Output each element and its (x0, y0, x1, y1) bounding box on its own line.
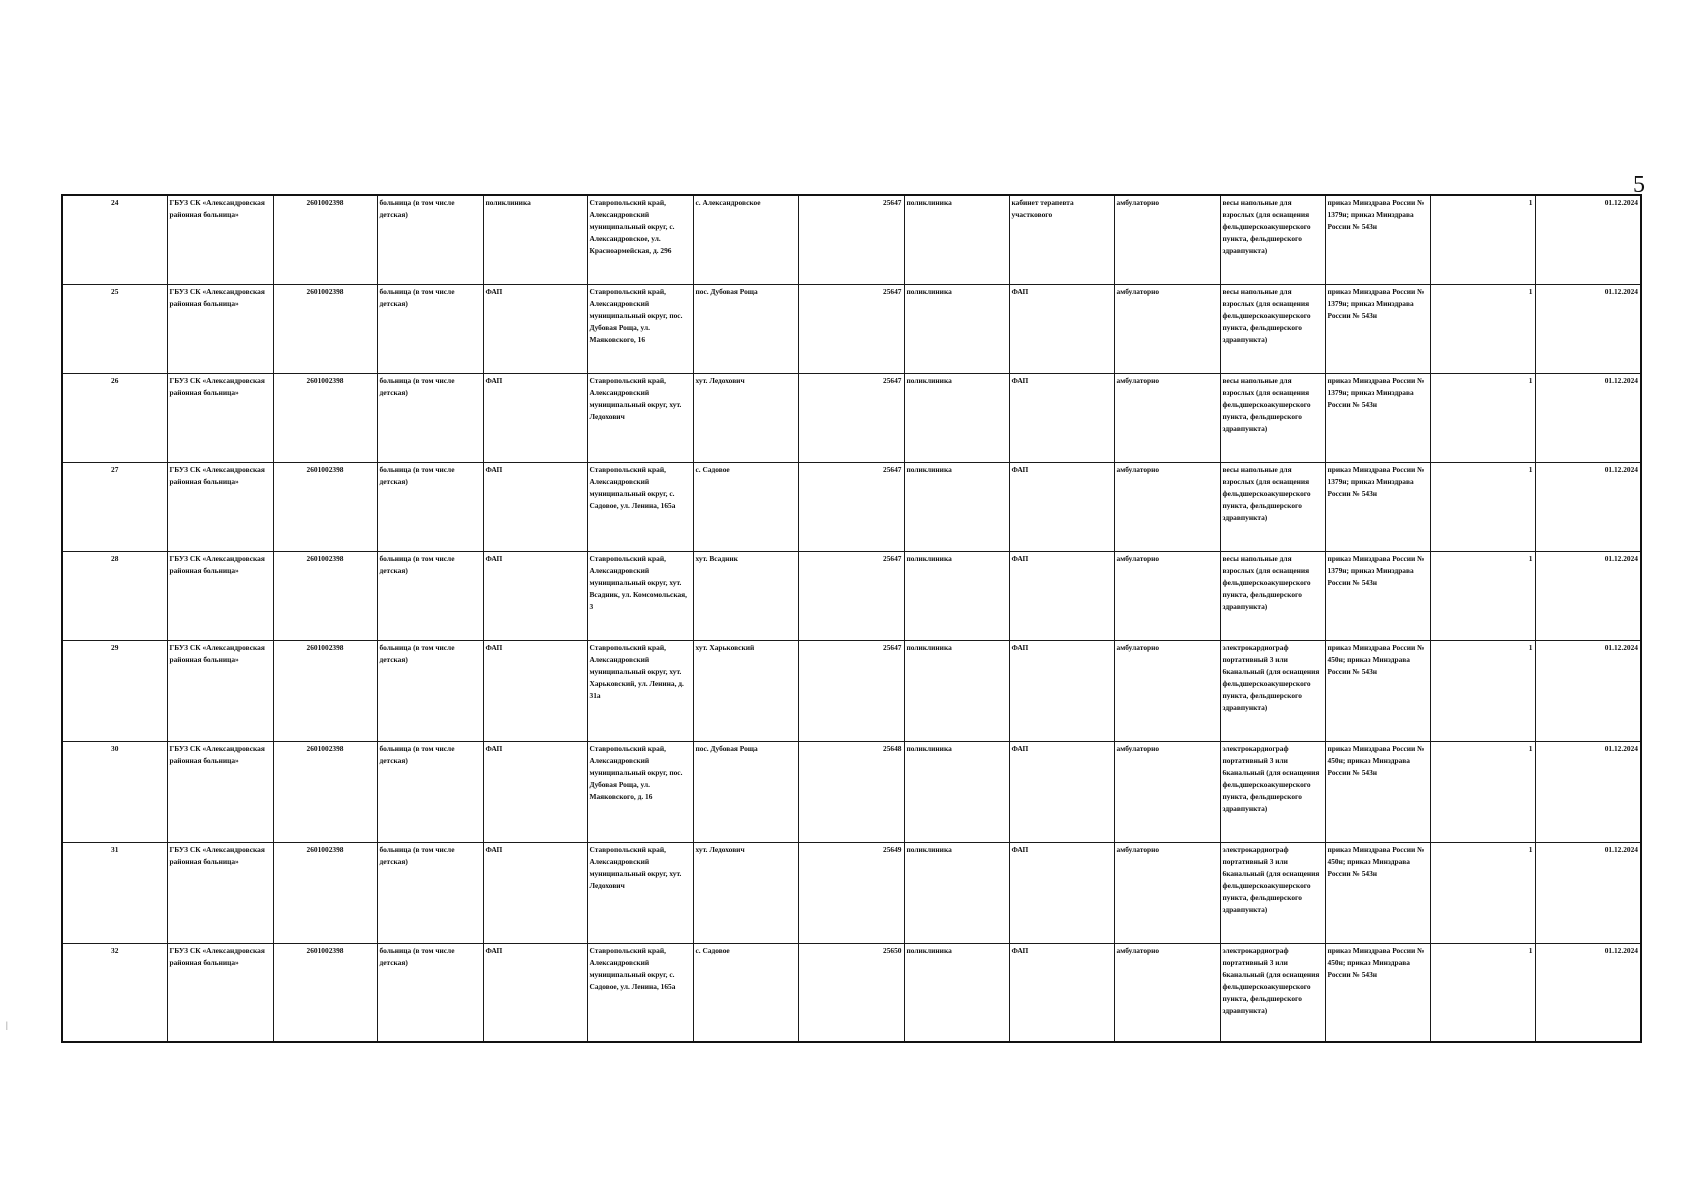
department-cell: поликлиника (904, 195, 1009, 284)
inn-code-cell: 2601002398 (273, 195, 377, 284)
row-number-cell: 32 (62, 943, 167, 1042)
department-cell: поликлиника (904, 373, 1009, 462)
postal-code-cell: 25647 (798, 284, 904, 373)
room-cell: ФАП (1009, 551, 1114, 640)
care-mode-cell: амбулаторно (1114, 551, 1220, 640)
room-cell: ФАП (1009, 741, 1114, 842)
facility-type-cell: больница (в том числе детская) (377, 551, 483, 640)
unit-type-cell: ФАП (483, 462, 587, 551)
order-reference-cell: приказ Минздрава России № 450н; приказ Минздрава России № 543н (1325, 741, 1430, 842)
organization-name-cell: ГБУЗ СК «Александровская районная больница» (167, 284, 273, 373)
order-reference-cell: приказ Минздрава России № 1379н; приказ Минздрава России № 543н (1325, 195, 1430, 284)
row-number-cell: 24 (62, 195, 167, 284)
address-cell: Ставропольский край, Александровский муниципальный округ, пос. Дубовая Роща, ул. Маяковского, 16 (587, 284, 693, 373)
postal-code-cell: 25650 (798, 943, 904, 1042)
facility-type-cell: больница (в том числе детская) (377, 842, 483, 943)
equipment-cell: весы напольные для взрослых (для оснащения фельдшерскоакушерского пункта, фельдшерского здравпункта) (1220, 195, 1325, 284)
table-row (62, 842, 1641, 943)
inn-code-cell: 2601002398 (273, 741, 377, 842)
row-number-cell: 27 (62, 462, 167, 551)
facility-type-cell: больница (в том числе детская) (377, 462, 483, 551)
equipment-cell: электрокардиограф портативный 3 или 6канальный (для оснащения фельдшерскоакушерского пункта, фельдшерского здравпункта) (1220, 640, 1325, 741)
unit-type-cell: ФАП (483, 842, 587, 943)
date-cell: 01.12.2024 (1535, 373, 1641, 462)
room-cell: ФАП (1009, 640, 1114, 741)
department-cell: поликлиника (904, 943, 1009, 1042)
table-row (62, 943, 1641, 1042)
facility-type-cell: больница (в том числе детская) (377, 943, 483, 1042)
organization-name-cell: ГБУЗ СК «Александровская районная больница» (167, 551, 273, 640)
department-cell: поликлиника (904, 462, 1009, 551)
unit-type-cell: ФАП (483, 284, 587, 373)
order-reference-cell: приказ Минздрава России № 1379н; приказ Минздрава России № 543н (1325, 462, 1430, 551)
equipment-cell: весы напольные для взрослых (для оснащения фельдшерскоакушерского пункта, фельдшерского здравпункта) (1220, 462, 1325, 551)
equipment-cell: электрокардиограф портативный 3 или 6канальный (для оснащения фельдшерскоакушерского пункта, фельдшерского здравпункта) (1220, 943, 1325, 1042)
scan-mark: | (6, 1020, 8, 1030)
care-mode-cell: амбулаторно (1114, 640, 1220, 741)
date-cell: 01.12.2024 (1535, 195, 1641, 284)
locality-cell: хут. Ледохович (693, 842, 798, 943)
locality-cell: с. Садовое (693, 462, 798, 551)
row-number-cell: 29 (62, 640, 167, 741)
order-reference-cell: приказ Минздрава России № 1379н; приказ Минздрава России № 543н (1325, 284, 1430, 373)
quantity-cell: 1 (1430, 741, 1535, 842)
locality-cell: хут. Всадник (693, 551, 798, 640)
address-cell: Ставропольский край, Александровский муниципальный округ, с. Садовое, ул. Ленина, 165а (587, 462, 693, 551)
order-reference-cell: приказ Минздрава России № 450н; приказ Минздрава России № 543н (1325, 842, 1430, 943)
postal-code-cell: 25647 (798, 195, 904, 284)
facility-type-cell: больница (в том числе детская) (377, 284, 483, 373)
equipment-table (61, 194, 1642, 1043)
care-mode-cell: амбулаторно (1114, 462, 1220, 551)
address-cell: Ставропольский край, Александровский муниципальный округ, хут. Харьковский, ул. Ленина, д. 31а (587, 640, 693, 741)
address-cell: Ставропольский край, Александровский муниципальный округ, хут. Ледохович (587, 842, 693, 943)
order-reference-cell: приказ Минздрава России № 1379н; приказ Минздрава России № 543н (1325, 373, 1430, 462)
unit-type-cell: ФАП (483, 640, 587, 741)
locality-cell: хут. Ледохович (693, 373, 798, 462)
locality-cell: пос. Дубовая Роща (693, 284, 798, 373)
locality-cell: пос. Дубовая Роща (693, 741, 798, 842)
date-cell: 01.12.2024 (1535, 640, 1641, 741)
care-mode-cell: амбулаторно (1114, 373, 1220, 462)
equipment-cell: весы напольные для взрослых (для оснащения фельдшерскоакушерского пункта, фельдшерского здравпункта) (1220, 373, 1325, 462)
department-cell: поликлиника (904, 842, 1009, 943)
unit-type-cell: ФАП (483, 551, 587, 640)
unit-type-cell: ФАП (483, 373, 587, 462)
inn-code-cell: 2601002398 (273, 462, 377, 551)
unit-type-cell: ФАП (483, 943, 587, 1042)
department-cell: поликлиника (904, 741, 1009, 842)
room-cell: ФАП (1009, 373, 1114, 462)
address-cell: Ставропольский край, Александровский муниципальный округ, с. Александровское, ул. Красноармейская, д. 296 (587, 195, 693, 284)
organization-name-cell: ГБУЗ СК «Александровская районная больница» (167, 462, 273, 551)
inn-code-cell: 2601002398 (273, 373, 377, 462)
table-row (62, 640, 1641, 741)
row-number-cell: 25 (62, 284, 167, 373)
quantity-cell: 1 (1430, 373, 1535, 462)
postal-code-cell: 25648 (798, 741, 904, 842)
table-row (62, 373, 1641, 462)
locality-cell: хут. Харьковский (693, 640, 798, 741)
care-mode-cell: амбулаторно (1114, 943, 1220, 1042)
inn-code-cell: 2601002398 (273, 842, 377, 943)
quantity-cell: 1 (1430, 284, 1535, 373)
table-row (62, 462, 1641, 551)
row-number-cell: 26 (62, 373, 167, 462)
table-row (62, 284, 1641, 373)
unit-type-cell: ФАП (483, 741, 587, 842)
organization-name-cell: ГБУЗ СК «Александровская районная больница» (167, 195, 273, 284)
row-number-cell: 28 (62, 551, 167, 640)
care-mode-cell: амбулаторно (1114, 195, 1220, 284)
row-number-cell: 31 (62, 842, 167, 943)
department-cell: поликлиника (904, 640, 1009, 741)
equipment-cell: электрокардиограф портативный 3 или 6канальный (для оснащения фельдшерскоакушерского пункта, фельдшерского здравпункта) (1220, 741, 1325, 842)
room-cell: ФАП (1009, 462, 1114, 551)
care-mode-cell: амбулаторно (1114, 284, 1220, 373)
equipment-cell: весы напольные для взрослых (для оснащения фельдшерскоакушерского пункта, фельдшерского здравпункта) (1220, 551, 1325, 640)
inn-code-cell: 2601002398 (273, 640, 377, 741)
room-cell: ФАП (1009, 842, 1114, 943)
date-cell: 01.12.2024 (1535, 551, 1641, 640)
organization-name-cell: ГБУЗ СК «Александровская районная больница» (167, 741, 273, 842)
room-cell: ФАП (1009, 943, 1114, 1042)
quantity-cell: 1 (1430, 551, 1535, 640)
quantity-cell: 1 (1430, 842, 1535, 943)
care-mode-cell: амбулаторно (1114, 842, 1220, 943)
table-row (62, 551, 1641, 640)
organization-name-cell: ГБУЗ СК «Александровская районная больница» (167, 943, 273, 1042)
organization-name-cell: ГБУЗ СК «Александровская районная больница» (167, 842, 273, 943)
order-reference-cell: приказ Минздрава России № 450н; приказ Минздрава России № 543н (1325, 943, 1430, 1042)
department-cell: поликлиника (904, 284, 1009, 373)
facility-type-cell: больница (в том числе детская) (377, 195, 483, 284)
facility-type-cell: больница (в том числе детская) (377, 640, 483, 741)
postal-code-cell: 25647 (798, 373, 904, 462)
inn-code-cell: 2601002398 (273, 284, 377, 373)
room-cell: кабинет терапевта участкового (1009, 195, 1114, 284)
quantity-cell: 1 (1430, 195, 1535, 284)
table-row (62, 195, 1641, 284)
postal-code-cell: 25647 (798, 551, 904, 640)
care-mode-cell: амбулаторно (1114, 741, 1220, 842)
quantity-cell: 1 (1430, 462, 1535, 551)
organization-name-cell: ГБУЗ СК «Александровская районная больница» (167, 640, 273, 741)
address-cell: Ставропольский край, Александровский муниципальный округ, хут. Ледохович (587, 373, 693, 462)
date-cell: 01.12.2024 (1535, 741, 1641, 842)
inn-code-cell: 2601002398 (273, 943, 377, 1042)
table-row (62, 741, 1641, 842)
postal-code-cell: 25647 (798, 640, 904, 741)
date-cell: 01.12.2024 (1535, 284, 1641, 373)
locality-cell: с. Садовое (693, 943, 798, 1042)
locality-cell: с. Александровское (693, 195, 798, 284)
department-cell: поликлиника (904, 551, 1009, 640)
order-reference-cell: приказ Минздрава России № 450н; приказ Минздрава России № 543н (1325, 640, 1430, 741)
address-cell: Ставропольский край, Александровский муниципальный округ, хут. Всадник, ул. Комсомольская, 3 (587, 551, 693, 640)
equipment-cell: электрокардиограф портативный 3 или 6канальный (для оснащения фельдшерскоакушерского пункта, фельдшерского здравпункта) (1220, 842, 1325, 943)
room-cell: ФАП (1009, 284, 1114, 373)
inn-code-cell: 2601002398 (273, 551, 377, 640)
postal-code-cell: 25649 (798, 842, 904, 943)
address-cell: Ставропольский край, Александровский муниципальный округ, пос. Дубовая Роща, ул. Маяковского, д. 16 (587, 741, 693, 842)
date-cell: 01.12.2024 (1535, 842, 1641, 943)
address-cell: Ставропольский край, Александровский муниципальный округ, с. Садовое, ул. Ленина, 165а (587, 943, 693, 1042)
postal-code-cell: 25647 (798, 462, 904, 551)
unit-type-cell: поликлиника (483, 195, 587, 284)
equipment-cell: весы напольные для взрослых (для оснащения фельдшерскоакушерского пункта, фельдшерского здравпункта) (1220, 284, 1325, 373)
date-cell: 01.12.2024 (1535, 462, 1641, 551)
quantity-cell: 1 (1430, 640, 1535, 741)
row-number-cell: 30 (62, 741, 167, 842)
page-number: 5 (1633, 172, 1645, 198)
facility-type-cell: больница (в том числе детская) (377, 741, 483, 842)
quantity-cell: 1 (1430, 943, 1535, 1042)
date-cell: 01.12.2024 (1535, 943, 1641, 1042)
facility-type-cell: больница (в том числе детская) (377, 373, 483, 462)
organization-name-cell: ГБУЗ СК «Александровская районная больница» (167, 373, 273, 462)
order-reference-cell: приказ Минздрава России № 1379н; приказ Минздрава России № 543н (1325, 551, 1430, 640)
